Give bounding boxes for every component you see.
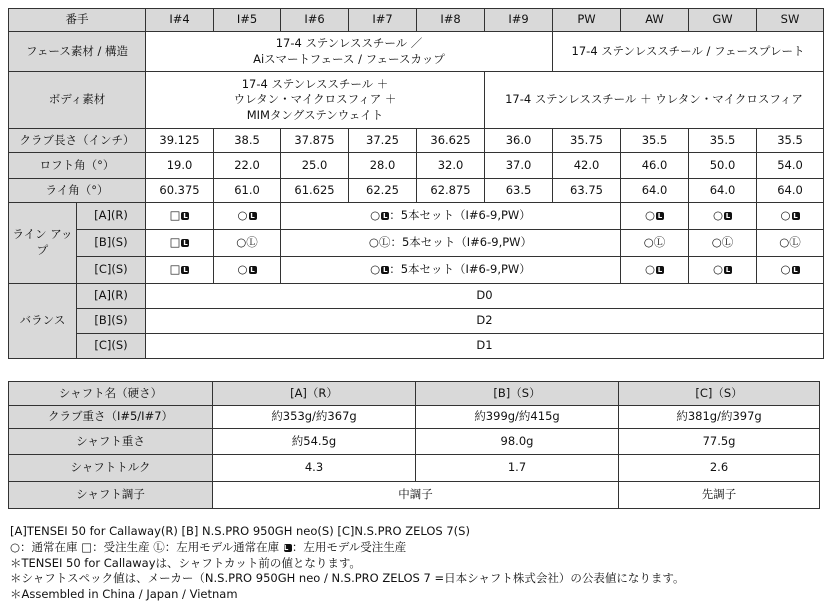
body-material-i9-sw: 17-4 ステンレススチール ＋ ウレタン・マイクロスフィア: [485, 72, 824, 129]
torque-label: シャフトトルク: [9, 455, 213, 482]
loft-value: 28.0: [349, 153, 417, 179]
lie-value: 64.0: [757, 179, 824, 203]
note-tensei: ＊TENSEI 50 for Callawayは、シャフトカット前の値となります。: [10, 555, 361, 570]
left-order-icon: L: [183, 212, 188, 221]
left-stock-icon: Ⓛ: [246, 235, 258, 250]
loft-value: 32.0: [417, 153, 485, 179]
club-i6: I#6: [281, 9, 349, 32]
left-order-icon: L: [725, 212, 731, 221]
shaft-weight-value: 98.0g: [416, 429, 619, 455]
length-value: 35.5: [621, 129, 689, 153]
shaft-name-c: [C]（S）: [619, 382, 820, 406]
shaft-header-label: シャフト名（硬さ）: [9, 382, 213, 406]
kick-label: シャフト調子: [9, 482, 213, 509]
lineup-i5: ○ L: [214, 203, 281, 230]
balance-value: D1: [146, 334, 824, 359]
loft-value: 22.0: [214, 153, 281, 179]
lineup-i4: □ L: [146, 230, 214, 257]
lie-value: 64.0: [621, 179, 689, 203]
club-pw: PW: [553, 9, 621, 32]
club-i9: I#9: [485, 9, 553, 32]
balance-shaft: [A](R): [77, 284, 146, 309]
length-label: クラブ長さ（インチ）: [9, 129, 146, 153]
torque-row: [9, 455, 820, 482]
length-value: 35.5: [689, 129, 757, 153]
loft-value: 50.0: [689, 153, 757, 179]
torque-value: 4.3: [213, 455, 416, 482]
torque-value: 2.6: [619, 455, 820, 482]
kick-mid: 中調子: [213, 482, 619, 509]
kick-row: [9, 482, 820, 509]
lineup-shaft: [C](S): [77, 257, 146, 284]
club-sw: SW: [757, 9, 824, 32]
left-order-icon: L: [793, 212, 798, 221]
lie-value: 61.625: [281, 179, 349, 203]
club-i8: I#8: [417, 9, 485, 32]
balance-shaft: [B](S): [77, 309, 146, 334]
face-row: [9, 32, 824, 72]
lineup-sw: ○ L: [757, 257, 824, 284]
length-value: 37.875: [281, 129, 349, 153]
lie-label: ライ角（°）: [9, 179, 146, 203]
lie-value: 63.75: [553, 179, 621, 203]
club-i4: I#4: [146, 9, 214, 32]
loft-row: [9, 153, 824, 179]
club-weight-value: 約399g/約415g: [416, 406, 619, 429]
spec-table: [8, 8, 824, 359]
lie-value: 63.5: [485, 179, 553, 203]
left-order-icon: L: [183, 239, 188, 248]
note-spec-source: ＊シャフトスペック値は、メーカー（N.S.PRO 950GH neo / N.S.PRO ZELOS 7 =日本シャフト株式会社）の公表値になります。: [10, 571, 685, 586]
lineup-label: ライン アップ: [9, 203, 77, 284]
lineup-gw: ○Ⓛ: [689, 230, 757, 257]
left-order-icon: L: [657, 266, 663, 275]
note-shafts: [A]TENSEI 50 for Callaway(R) [B] N.S.PRO 950GH neo(S) [C]N.S.PRO ZELOS 7(S): [10, 524, 470, 538]
note-assembly: ＊Assembled in China / Japan / Vietnam: [10, 587, 238, 602]
lineup-gw: ○ L: [689, 257, 757, 284]
lineup-shaft: [B](S): [77, 230, 146, 257]
body-row: [9, 72, 824, 129]
lie-value: 60.375: [146, 179, 214, 203]
lineup-set: ○Ⓛ：5本セット（I#6-9,PW）: [281, 230, 621, 257]
left-order-icon: L: [183, 266, 188, 275]
length-value: 35.75: [553, 129, 621, 153]
lineup-gw: ○ L: [689, 203, 757, 230]
length-value: 36.0: [485, 129, 553, 153]
length-value: 37.25: [349, 129, 417, 153]
balance-row-b: [9, 309, 824, 334]
left-stock-icon: Ⓛ: [378, 235, 391, 250]
face-line: 17-4 ステンレススチール ／: [275, 35, 423, 50]
loft-value: 19.0: [146, 153, 214, 179]
loft-label: ロフト角（°）: [9, 153, 146, 179]
lineup-aw: ○Ⓛ: [621, 230, 689, 257]
header-label: 番手: [9, 9, 146, 32]
lie-row: [9, 179, 824, 203]
left-order-icon: L: [250, 266, 255, 275]
lineup-aw: ○ L: [621, 257, 689, 284]
club-i7: I#7: [349, 9, 417, 32]
left-order-icon: L: [793, 266, 798, 275]
left-stock-icon: Ⓛ: [789, 235, 801, 250]
body-material-i4-i8: [146, 72, 485, 129]
left-order-icon: L: [284, 544, 292, 552]
shaft-weight-value: 約54.5g: [213, 429, 416, 455]
left-order-icon: L: [657, 212, 663, 221]
lie-value: 61.0: [214, 179, 281, 203]
left-order-icon: L: [382, 212, 388, 221]
body-line: MIMタングステンウェイト: [246, 107, 384, 122]
kick-tip: 先調子: [619, 482, 820, 509]
loft-value: 46.0: [621, 153, 689, 179]
lie-value: 62.25: [349, 179, 417, 203]
lineup-i4: □ L: [146, 257, 214, 284]
length-value: 35.5: [757, 129, 824, 153]
balance-value: D2: [146, 309, 824, 334]
notes: [10, 524, 684, 603]
note-legend: [10, 540, 684, 556]
club-i5: I#5: [214, 9, 281, 32]
left-order-icon: L: [250, 212, 255, 221]
lineup-aw: ○ L: [621, 203, 689, 230]
club-aw: AW: [621, 9, 689, 32]
face-material-pw-sw: 17-4 ステンレススチール / フェースプレート: [553, 32, 824, 72]
length-row: [9, 129, 824, 153]
lineup-i5: ○Ⓛ: [214, 230, 281, 257]
legend-left-std: Ⓛ：左用モデル通常在庫: [153, 539, 283, 554]
balance-row-c: [9, 334, 824, 359]
lineup-row-b: [9, 230, 824, 257]
left-order-icon: L: [725, 266, 731, 275]
shaft-header-row: [9, 382, 820, 406]
length-value: 36.625: [417, 129, 485, 153]
loft-value: 37.0: [485, 153, 553, 179]
lineup-sw: ○ L: [757, 203, 824, 230]
lineup-row-c: [9, 257, 824, 284]
torque-value: 1.7: [416, 455, 619, 482]
club-gw: GW: [689, 9, 757, 32]
club-weight-row: [9, 406, 820, 429]
lineup-set: ○ L ：5本セット（I#6-9,PW）: [281, 257, 621, 284]
club-header-row: [9, 9, 824, 32]
face-line: Aiスマートフェース / フェースカップ: [253, 51, 445, 66]
shaft-table: [8, 381, 820, 509]
body-line: ウレタン・マイクロスフィア ＋: [233, 92, 397, 107]
shaft-name-b: [B]（S）: [416, 382, 619, 406]
left-stock-icon: Ⓛ: [653, 235, 666, 250]
balance-shaft: [C](S): [77, 334, 146, 359]
balance-value: D0: [146, 284, 824, 309]
shaft-name-a: [A]（R）: [213, 382, 416, 406]
lineup-i5: ○ L: [214, 257, 281, 284]
lineup-row-a: [9, 203, 824, 230]
left-stock-icon: Ⓛ: [721, 235, 734, 250]
loft-value: 54.0: [757, 153, 824, 179]
left-order-icon: L: [382, 266, 388, 275]
club-weight-value: 約353g/約367g: [213, 406, 416, 429]
body-label: ボディ素材: [9, 72, 146, 129]
loft-value: 25.0: [281, 153, 349, 179]
balance-row-a: [9, 284, 824, 309]
lie-value: 62.875: [417, 179, 485, 203]
balance-label: バランス: [9, 284, 77, 359]
shaft-weight-row: [9, 429, 820, 455]
lineup-set: ○ L ：5本セット（I#6-9,PW）: [281, 203, 621, 230]
legend-order: □：受注生産: [81, 539, 154, 554]
face-label: フェース素材 / 構造: [9, 32, 146, 72]
lineup-i4: □ L: [146, 203, 214, 230]
lineup-shaft: [A](R): [77, 203, 146, 230]
face-material-i4-i9: [146, 32, 553, 72]
loft-value: 42.0: [553, 153, 621, 179]
legend-std: ○：通常在庫: [10, 539, 82, 554]
lineup-sw: ○Ⓛ: [757, 230, 824, 257]
club-weight-label: クラブ重さ（I#5/I#7）: [9, 406, 213, 429]
shaft-weight-value: 77.5g: [619, 429, 820, 455]
length-value: 38.5: [214, 129, 281, 153]
length-value: 39.125: [146, 129, 214, 153]
club-weight-value: 約381g/約397g: [619, 406, 820, 429]
lie-value: 64.0: [689, 179, 757, 203]
shaft-weight-label: シャフト重さ: [9, 429, 213, 455]
body-line: 17-4 ステンレススチール ＋: [241, 76, 389, 91]
legend-left-order: ：左用モデル受注生産: [291, 539, 407, 554]
